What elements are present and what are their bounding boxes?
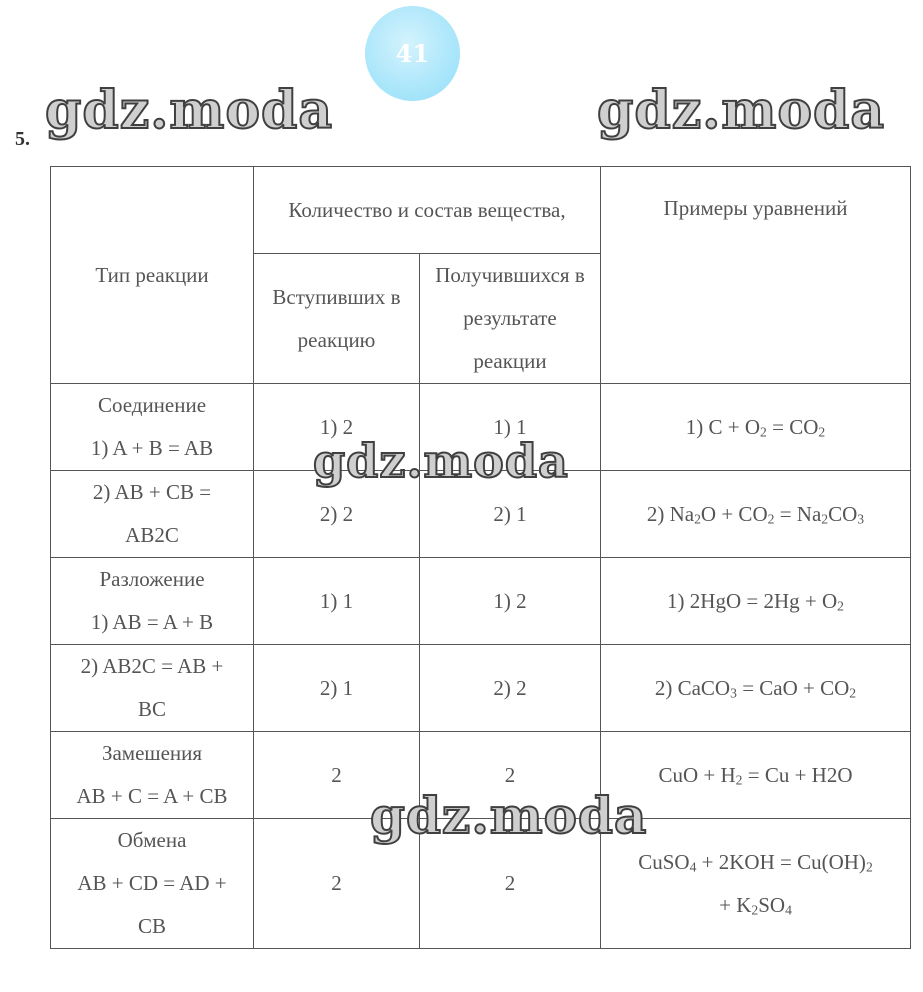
equation-subscript: 2 (767, 511, 775, 527)
equation-text: 2) Na (646, 501, 695, 526)
reaction-type-line: AB2C (125, 523, 179, 547)
reactants-count: 1) 2 (254, 384, 420, 471)
equation-subscript: 2 (837, 598, 844, 614)
reaction-type-cell (51, 645, 254, 732)
reaction-type-line: Разложение (99, 567, 205, 591)
equation-text: = Cu + H2O (742, 762, 853, 787)
equation-line (605, 493, 906, 536)
equation-text: SO (758, 892, 786, 917)
equation-text: CuO + H (658, 762, 736, 787)
reaction-type-cell (51, 732, 254, 819)
products-count: 1) 2 (420, 558, 601, 645)
header-examples: Примеры уравнений (601, 167, 911, 384)
reaction-type-line: AB + C = A + CB (76, 784, 228, 808)
table-row (51, 558, 911, 645)
watermark: gdz.moda (313, 434, 569, 488)
reactions-table-body (51, 384, 911, 949)
watermark: gdz.moda (597, 80, 886, 141)
table-row (51, 819, 911, 949)
page-number-badge (365, 6, 460, 101)
reaction-type-cell (51, 384, 254, 471)
equation-line (605, 406, 906, 449)
reaction-type-line: Соединение (97, 393, 207, 417)
reaction-type-line: Обмена (117, 828, 187, 852)
equation-text: = Na (774, 501, 822, 526)
equation-line (605, 667, 906, 710)
equation-line (605, 580, 906, 623)
equation-subscript: 2 (751, 902, 759, 918)
equation-text: = CO (766, 414, 819, 439)
reaction-type-line: BC (137, 697, 166, 721)
equation-subscript: 4 (689, 859, 697, 875)
task-number: 5. (15, 128, 30, 150)
reaction-type-line: 2) AB + CB = (92, 480, 212, 504)
page-number: 41 (395, 39, 430, 68)
products-count: 2) 2 (420, 645, 601, 732)
watermark: gdz.moda (370, 786, 648, 845)
equation-text: CO (828, 501, 858, 526)
reactants-count: 2) 1 (254, 645, 420, 732)
equation-subscript: 2 (849, 685, 857, 701)
reaction-type-line: 2) AB2C = AB + (80, 654, 224, 678)
reactants-count: 1) 1 (254, 558, 420, 645)
reaction-type-line: CB (137, 914, 166, 938)
equation-subscript: 3 (730, 685, 737, 701)
equation-subscript: 2 (865, 859, 873, 875)
header-reactants: Вступивших в реакцию (254, 254, 420, 384)
reaction-type-cell (51, 819, 254, 949)
example-equation (601, 732, 911, 819)
example-equation (601, 471, 911, 558)
reactants-count: 2 (254, 819, 420, 949)
equation-text: + 2KOH = Cu(OH) (696, 849, 866, 874)
products-count: 1) 1 (420, 384, 601, 471)
reactions-table (50, 166, 911, 949)
table-row (51, 471, 911, 558)
reaction-type-line: 1) A + B = AB (90, 436, 214, 460)
equation-line (605, 884, 906, 927)
equation-text: 1) C + O (685, 414, 761, 439)
equation-subscript: 2 (735, 772, 743, 788)
equation-text: CuSO (638, 849, 690, 874)
header-amount-group: Количество и состав вещества, (254, 167, 601, 254)
products-count: 2) 1 (420, 471, 601, 558)
table-row (51, 645, 911, 732)
equation-subscript: 3 (857, 511, 865, 527)
equation-text: = CaO + CO (736, 675, 850, 700)
reaction-type-line: 1) AB = A + B (90, 610, 214, 634)
table-row (51, 384, 911, 471)
equation-text: + K (719, 892, 752, 917)
reactants-count: 2) 2 (254, 471, 420, 558)
equation-line (605, 841, 906, 884)
equation-subscript: 2 (694, 511, 701, 527)
header-reaction-type: Тип реакции (51, 167, 254, 384)
reaction-type-line: Замешения (101, 741, 203, 765)
equation-subscript: 4 (785, 902, 792, 918)
equation-subscript: 2 (818, 424, 826, 440)
equation-text: 1) 2HgO = 2Hg + O (667, 588, 838, 613)
products-count: 2 (420, 819, 601, 949)
watermark: gdz.moda (45, 80, 334, 141)
example-equation (601, 384, 911, 471)
example-equation (601, 645, 911, 732)
products-count: 2 (420, 732, 601, 819)
header-products: Получившихся в результате реакции (420, 254, 601, 384)
example-equation (601, 558, 911, 645)
example-equation (601, 819, 911, 949)
reaction-type-line: AB + CD = AD + (77, 871, 227, 895)
table-row (51, 732, 911, 819)
equation-text: 2) CaCO (654, 675, 731, 700)
reactants-count: 2 (254, 732, 420, 819)
reaction-type-cell (51, 558, 254, 645)
equation-text: O + CO (700, 501, 768, 526)
reaction-type-cell (51, 471, 254, 558)
equation-subscript: 2 (821, 511, 829, 527)
equation-subscript: 2 (760, 424, 767, 440)
equation-line (605, 754, 906, 797)
